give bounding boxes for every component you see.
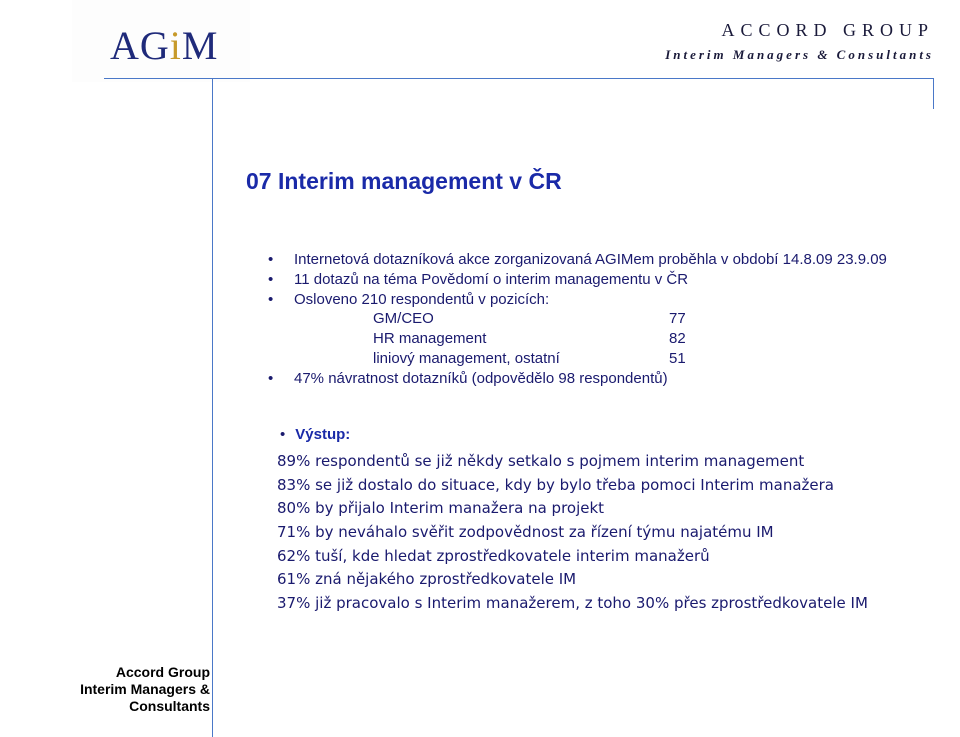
list-item: 89% respondentů se již někdy setkalo s pojmem interim management xyxy=(277,452,805,470)
position-count: 77 xyxy=(669,310,686,327)
left-margin-divider xyxy=(212,78,213,737)
agim-logo-text: AGiM xyxy=(110,23,219,68)
header-divider-right xyxy=(933,78,934,109)
list-item: 37% již pracovalo s Interim manažerem, z toho 30% přes zprostředkovatele IM xyxy=(277,594,868,613)
survey-info-list xyxy=(268,250,887,310)
header-divider xyxy=(104,78,934,79)
footer-company: Accord Group xyxy=(115,664,210,680)
list-item: • Osloveno 210 respondentů v pozicích: xyxy=(268,290,887,310)
agim-logo xyxy=(72,0,250,82)
position-count: 82 xyxy=(669,330,686,347)
return-rate-list xyxy=(268,369,668,389)
list-item: 71% by neváhalo svěřit zodpovědnost za řízení týmu najatému IM xyxy=(277,523,774,542)
footer xyxy=(0,664,210,715)
list-item: 80% by přijalo Interim manažera na projekt xyxy=(277,499,605,518)
output-heading: • Výstup: xyxy=(280,426,351,443)
position-count: 51 xyxy=(669,350,686,367)
list-item: • Internetová dotazníková akce zorganizovaná AGIMem proběhla v období 14.8.09 23.9.09 xyxy=(268,250,887,270)
slide-title: 07 Interim management v ČR xyxy=(246,168,562,194)
accord-group-name: ACCORD GROUP xyxy=(721,20,934,40)
accord-group-logo xyxy=(665,20,934,63)
accord-group-tagline: Interim Managers & Consultants xyxy=(665,47,934,62)
footer-tagline: Interim Managers & Consultants xyxy=(80,681,210,714)
list-item: 62% tuší, kde hledat zprostředkovatele interim manažerů xyxy=(277,546,710,565)
position-label: GM/CEO xyxy=(373,310,434,327)
position-label: HR management xyxy=(373,330,487,347)
list-item: 61% zná nějakého zprostředkovatele IM xyxy=(277,570,577,589)
list-item: • 47% návratnost dotazníků (odpovědělo 98 respondentů) xyxy=(268,369,668,389)
output-results-list xyxy=(277,450,868,616)
position-label: liniový management, ostatní xyxy=(373,350,560,367)
list-item: • 11 dotazů na téma Povědomí o interim managementu v ČR xyxy=(268,270,887,290)
list-item: 83% se již dostalo do situace, kdy by bylo třeba pomoci Interim manažera xyxy=(277,475,834,494)
